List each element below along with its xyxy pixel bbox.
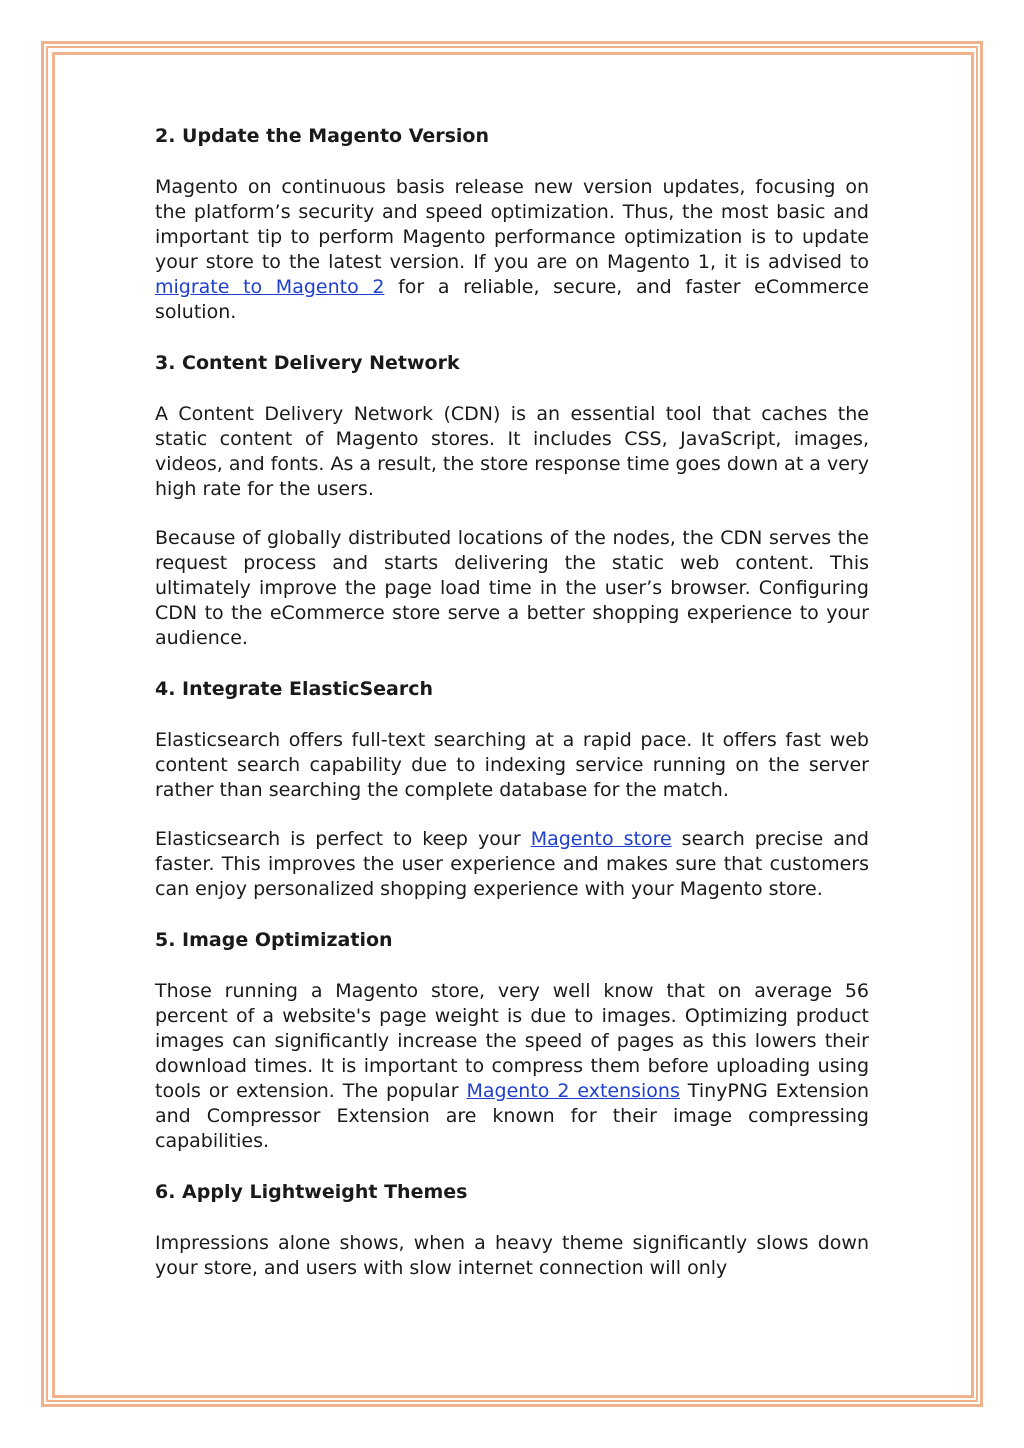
paragraph-text: search precise and faster. This improves the user experience and makes sure that customers can enjoy personalized shopping experience with your Magento store. [155, 828, 869, 900]
document-body [155, 122, 869, 1305]
paragraph-image-optimization [155, 979, 869, 1154]
heading-update-magento-version: 2. Update the Magento Version [155, 125, 490, 147]
heading-content-delivery-network: 3. Content Delivery Network [155, 352, 460, 374]
paragraph-text: Magento on continuous basis release new version updates, focusing on the platform’s security and speed optimization. Thus, the most basic and important tip to perform Magento performance optimization is to update your store to the latest version. If you are on Magento 1, it is advised to [155, 176, 869, 273]
paragraph-lightweight-themes: Impressions alone shows, when a heavy theme significantly slows down your store, and users with slow internet connection will only [155, 1232, 869, 1279]
heading-image-optimization: 5. Image Optimization [155, 929, 393, 951]
heading-integrate-elasticsearch: 4. Integrate ElasticSearch [155, 678, 434, 700]
link-magento-store[interactable]: Magento store [530, 828, 672, 850]
paragraph-cdn-nodes: Because of globally distributed locations of the nodes, the CDN serves the request process and starts delivering the static web content. This ultimately improve the page load time in the user’s browser. Configuring CDN to the eCommerce store serve a better shopping experience to your audience. [155, 527, 869, 649]
link-magento-2-extensions[interactable]: Magento 2 extensions [466, 1080, 680, 1102]
paragraph-text: TinyPNG Extension and Compressor Extension are known for their image compressing capabilities. [155, 1080, 869, 1152]
paragraph-elasticsearch-store [155, 827, 869, 902]
paragraph-update-version [155, 175, 869, 325]
paragraph-text: for a reliable, secure, and faster eCommerce solution. [155, 276, 870, 323]
paragraph-cdn-intro: A Content Delivery Network (CDN) is an essential tool that caches the static content of Magento stores. It includes CSS, JavaScript, images, videos, and fonts. As a result, the store response time goes down at a very high rate for the users. [155, 403, 869, 500]
heading-lightweight-themes: 6. Apply Lightweight Themes [155, 1181, 468, 1203]
paragraph-text: Elasticsearch is perfect to keep your [155, 828, 531, 850]
paragraph-elasticsearch-intro: Elasticsearch offers full-text searching at a rapid pace. It offers fast web content search capability due to indexing service running on the server rather than searching the complete database for the match. [155, 729, 869, 801]
link-migrate-to-magento-2[interactable]: migrate to Magento 2 [155, 276, 385, 298]
paragraph-text: Those running a Magento store, very well know that on average 56 percent of a website's page weight is due to images. Optimizing product images can significantly increase the speed of pages as this lowers their download times. It is important to compress them before uploading using tools or extension. The popular [155, 980, 869, 1102]
